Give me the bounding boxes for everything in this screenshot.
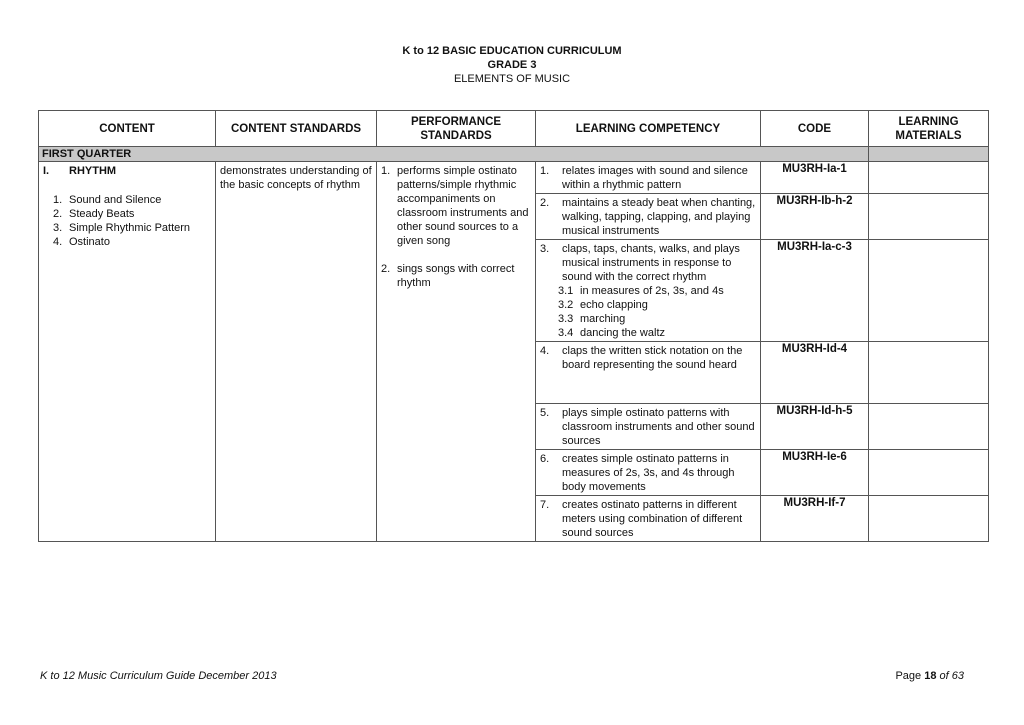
document-title-block	[300, 44, 724, 86]
list-item: 2. sings songs with correct rhythm	[381, 263, 515, 289]
content-topic	[43, 164, 211, 178]
document-title: K to 12 BASIC EDUCATION CURRICULUM	[402, 45, 622, 57]
materials-cell	[869, 496, 989, 542]
quarter-row	[39, 147, 989, 162]
list-item: 4. Ostinato	[53, 236, 110, 248]
quarter-row-materials	[869, 147, 989, 162]
materials-cell	[869, 450, 989, 496]
content-standard-cell	[216, 162, 377, 542]
col-header-content-standards: CONTENT STANDARDS	[216, 111, 377, 147]
performance-standards-cell	[377, 162, 536, 542]
list-item: 3.1 in measures of 2s, 3s, and 4s	[558, 285, 724, 297]
list-item: 3.4 dancing the waltz	[558, 327, 665, 339]
table-row	[39, 162, 989, 194]
subject-label: ELEMENTS OF MUSIC	[453, 73, 571, 85]
page-label: Page	[895, 670, 922, 682]
materials-cell	[869, 240, 989, 342]
competency-cell: 4. claps the written stick notation on the board representing the sound heard	[536, 342, 761, 404]
competency-cell: 1. relates images with sound and silence within a rhythmic pattern	[536, 162, 761, 194]
footer-page-number	[895, 670, 964, 682]
materials-cell	[869, 404, 989, 450]
materials-cell	[869, 342, 989, 404]
grade-label: GRADE 3	[487, 59, 537, 71]
content-subtopic-list	[43, 193, 211, 249]
content-standard-text: demonstrates understanding of the basic concepts of rhythm	[220, 165, 372, 191]
code-cell: MU3RH-Ia-1	[761, 162, 869, 194]
list-item: 2. Steady Beats	[53, 208, 135, 220]
competency-cell: 2. maintains a steady beat when chanting, walking, tapping, clapping, and playing musical instruments	[536, 194, 761, 240]
col-header-code: CODE	[761, 111, 869, 147]
competency-cell: 6. creates simple ostinato patterns in measures of 2s, 3s, and 4s through body movements	[536, 450, 761, 496]
materials-cell	[869, 194, 989, 240]
code-cell: MU3RH-Id-4	[761, 342, 869, 404]
content-topic-number: I.	[43, 165, 50, 177]
code-cell: MU3RH-Ie-6	[761, 450, 869, 496]
list-item: 1. Sound and Silence	[53, 194, 162, 206]
code-cell: MU3RH-If-7	[761, 496, 869, 542]
content-cell	[39, 162, 216, 542]
col-header-content: CONTENT	[39, 111, 216, 147]
col-header-performance-standards: PERFORMANCE STANDARDS	[377, 111, 536, 147]
list-item: 1. performs simple ostinato patterns/simple rhythmic accompaniments on classroom instruments and other sound sources to a given song	[381, 165, 529, 247]
col-header-learning-competency: LEARNING COMPETENCY	[536, 111, 761, 147]
col-header-learning-materials: LEARNING MATERIALS	[869, 111, 989, 147]
list-item: 3.3 marching	[558, 313, 626, 325]
quarter-label: FIRST QUARTER	[39, 147, 869, 162]
page-total: of 63	[939, 670, 964, 682]
code-cell: MU3RH-Ia-c-3	[761, 240, 869, 342]
list-item: 3. Simple Rhythmic Pattern	[53, 222, 191, 234]
code-cell: MU3RH-Ib-h-2	[761, 194, 869, 240]
content-topic-title: RHYTHM	[69, 165, 117, 177]
competency-cell: 7. creates ostinato patterns in different meters using combination of different sound sources	[536, 496, 761, 542]
materials-cell	[869, 162, 989, 194]
sub-competency-list	[540, 284, 756, 340]
table-header-row	[39, 111, 989, 147]
page-current: 18	[924, 670, 937, 682]
competency-cell: 5. plays simple ostinato patterns with classroom instruments and other sound sources	[536, 404, 761, 450]
competency-cell: 3. claps, taps, chants, walks, and plays musical instruments in response to sound with the correct rhythm 3.1 in measures of 2s, 3s, and 4s 3.2 echo clapping 3.3 marching 3.4 dancing the waltz	[536, 240, 761, 342]
list-item: 3.2 echo clapping	[558, 299, 648, 311]
footer-guide-title: K to 12 Music Curriculum Guide December 2013	[40, 670, 277, 682]
curriculum-table	[38, 110, 989, 542]
code-cell: MU3RH-Id-h-5	[761, 404, 869, 450]
